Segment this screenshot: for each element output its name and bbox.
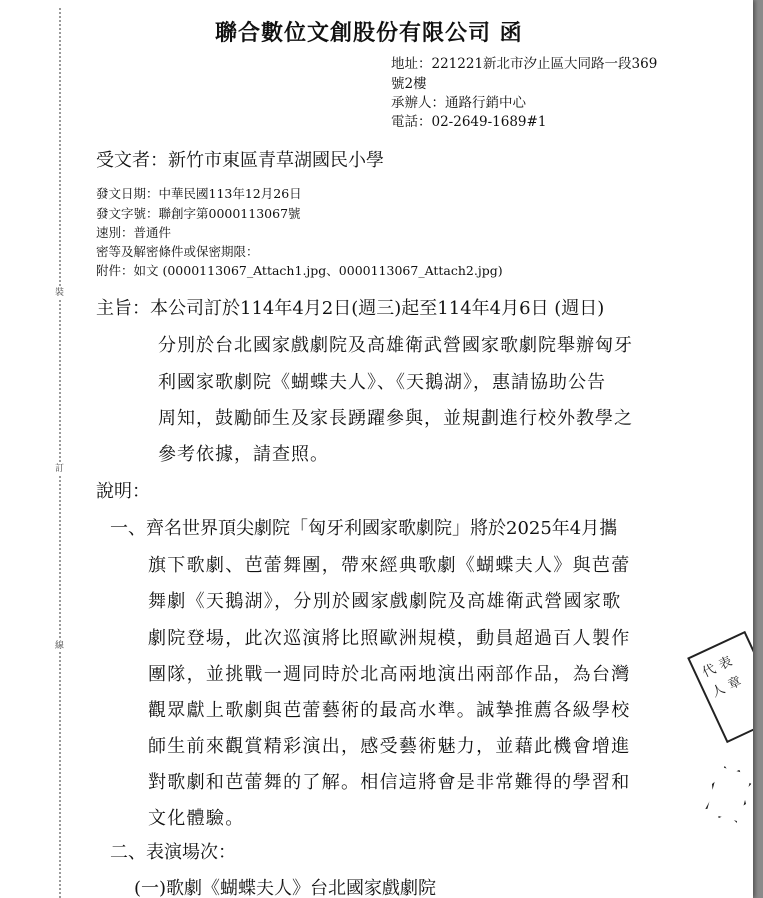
delivery-type: 速別：普通件 bbox=[96, 225, 172, 240]
item1-line-6: 觀眾獻上歌劇與芭蕾藝術的最高水準。誠摯推薦各級學校 bbox=[148, 700, 631, 721]
binding-mark-xian: 線 bbox=[55, 641, 65, 651]
company-seal-stamp: 代 表 人 章 bbox=[687, 631, 753, 743]
item1-line-4: 劇院登場，此次巡演將比照歐洲規模，動員超過百人製作 bbox=[148, 628, 631, 649]
attachments: 附件：如文 (0000113067_Attach1.jpg、0000113067_Attach2.jpg) bbox=[96, 263, 503, 278]
item1-line-3: 舞劇《天鵝湖》，分別於國家戲劇院及高雄衛武營國家歌 bbox=[148, 591, 622, 612]
sender-address: 地址：221221新北市汐止區大同路一段369 bbox=[391, 56, 658, 72]
classification: 密等及解密條件或保密期限： bbox=[96, 244, 259, 259]
binding-mark-ding: 訂 bbox=[55, 464, 65, 474]
item1-line-1: 一、齊名世界頂尖劇院「匈牙利國家歌劇院」將於2025年4月攜 bbox=[110, 518, 618, 539]
item2-sub1: (一)歌劇《蝴蝶夫人》台北國家戲劇院 bbox=[134, 878, 437, 898]
item1-line-7: 師生前來觀賞精彩演出，感受藝術魅力，並藉此機會增進 bbox=[148, 736, 631, 757]
item1-line-8: 對歌劇和芭蕾舞的了解。相信這將會是非常難得的學習和 bbox=[148, 772, 631, 793]
item1-line-9: 文化體驗。 bbox=[148, 808, 245, 829]
subject-line-4: 周知，鼓勵師生及家長踴躍參與，並規劃進行校外教學之 bbox=[158, 408, 633, 429]
binding-line bbox=[59, 8, 61, 898]
subject-line-1: 主旨：本公司訂於114年4月2日(週三)起至114年4月6日 (週日) bbox=[96, 298, 605, 319]
binding-mark-zhuang: 裝 bbox=[55, 288, 65, 298]
representative-seal-stamp bbox=[704, 764, 753, 824]
recipient: 受文者：新竹市東區青草湖國民小學 bbox=[96, 150, 384, 171]
issue-date: 發文日期：中華民國113年12月26日 bbox=[96, 186, 302, 201]
sender-address-continued: 號2樓 bbox=[391, 76, 427, 92]
item1-line-5: 團隊，並挑戰一週同時於北高兩地演出兩部作品，為台灣 bbox=[148, 664, 631, 685]
item2-heading: 二、表演場次： bbox=[110, 842, 236, 863]
subject-line-2: 分別於台北國家戲劇院及高雄衛武營國家歌劇院舉辦匈牙 bbox=[158, 335, 633, 356]
sender-contact: 承辦人：通路行銷中心 bbox=[391, 95, 526, 111]
sender-phone: 電話：02-2649-1689#1 bbox=[391, 114, 547, 130]
item1-line-2: 旗下歌劇、芭蕾舞團，帶來經典歌劇《蝴蝶夫人》與芭蕾 bbox=[148, 555, 631, 576]
letter-title: 聯合數位文創股份有限公司 函 bbox=[215, 20, 523, 46]
subject-line-3: 利國家歌劇院《蝴蝶夫人》、《天鵝湖》，惠請協助公告 bbox=[158, 372, 606, 393]
document-number: 發文字號：聯創字第0000113067號 bbox=[96, 206, 301, 221]
explanation-label: 說明： bbox=[96, 481, 150, 502]
subject-line-5: 參考依據，請查照。 bbox=[158, 444, 329, 465]
